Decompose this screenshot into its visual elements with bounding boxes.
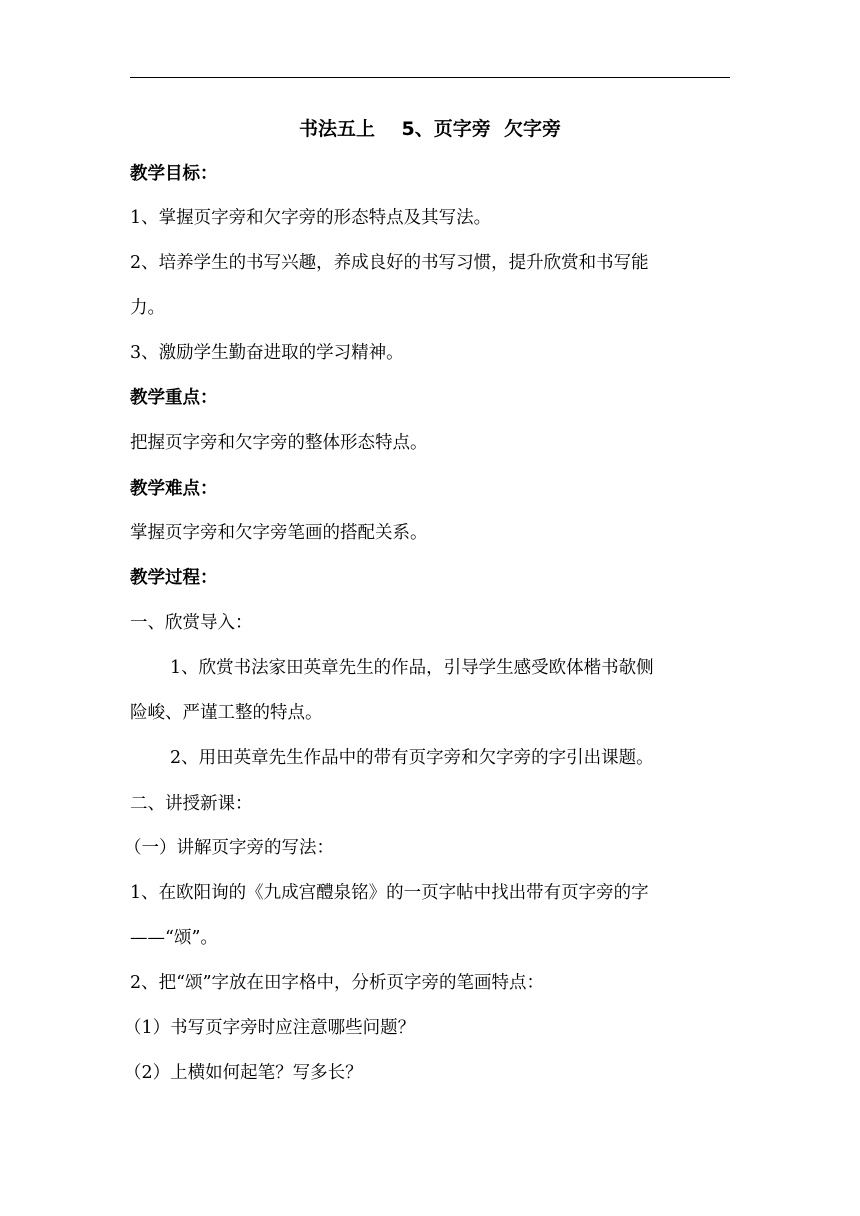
question-item: （2）上横如何起笔？写多长？ (124, 1063, 363, 1083)
page-title: 书法五上 5、页字旁 欠字旁 (299, 118, 561, 140)
objective-item: 1、掌握页字旁和欠字旁的形态特点及其写法。 (130, 208, 492, 228)
section2-heading: 二、讲授新课： (130, 794, 253, 814)
section1-item: 险峻、严谨工整的特点。 (130, 703, 323, 723)
section1-item: 2、用田英章先生作品中的带有页字旁和欠字旁的字引出课题。 (170, 748, 654, 768)
objective-item: 力。 (130, 298, 165, 318)
difficulty-text: 掌握页字旁和欠字旁笔画的搭配关系。 (130, 523, 428, 543)
objectives-heading: 教学目标： (130, 164, 218, 184)
objective-item: 2、培养学生的书写兴趣，养成良好的书写习惯，提升欣赏和书写能 (130, 253, 649, 273)
header-rule (130, 77, 730, 78)
key-point-heading: 教学重点： (130, 388, 218, 408)
key-point-text: 把握页字旁和欠字旁的整体形态特点。 (130, 433, 428, 453)
step-item: 2、把“颂”字放在田字格中，分析页字旁的笔画特点： (130, 973, 545, 993)
subsection1-heading: （一）讲解页字旁的写法： (124, 838, 334, 858)
step-item: 1、在欧阳询的《九成宫醴泉铭》的一页字帖中找出带有页字旁的字 (130, 883, 649, 903)
section1-item: 1、欣赏书法家田英章先生的作品，引导学生感受欧体楷书欹侧 (170, 658, 654, 678)
process-heading: 教学过程： (130, 568, 218, 588)
section1-heading: 一、欣赏导入： (130, 613, 253, 633)
step-item: ——“颂”。 (130, 928, 218, 948)
question-item: （1）书写页字旁时应注意哪些问题？ (124, 1018, 416, 1038)
difficulty-heading: 教学难点： (130, 479, 218, 499)
objective-item: 3、激励学生勤奋进取的学习精神。 (130, 343, 404, 363)
